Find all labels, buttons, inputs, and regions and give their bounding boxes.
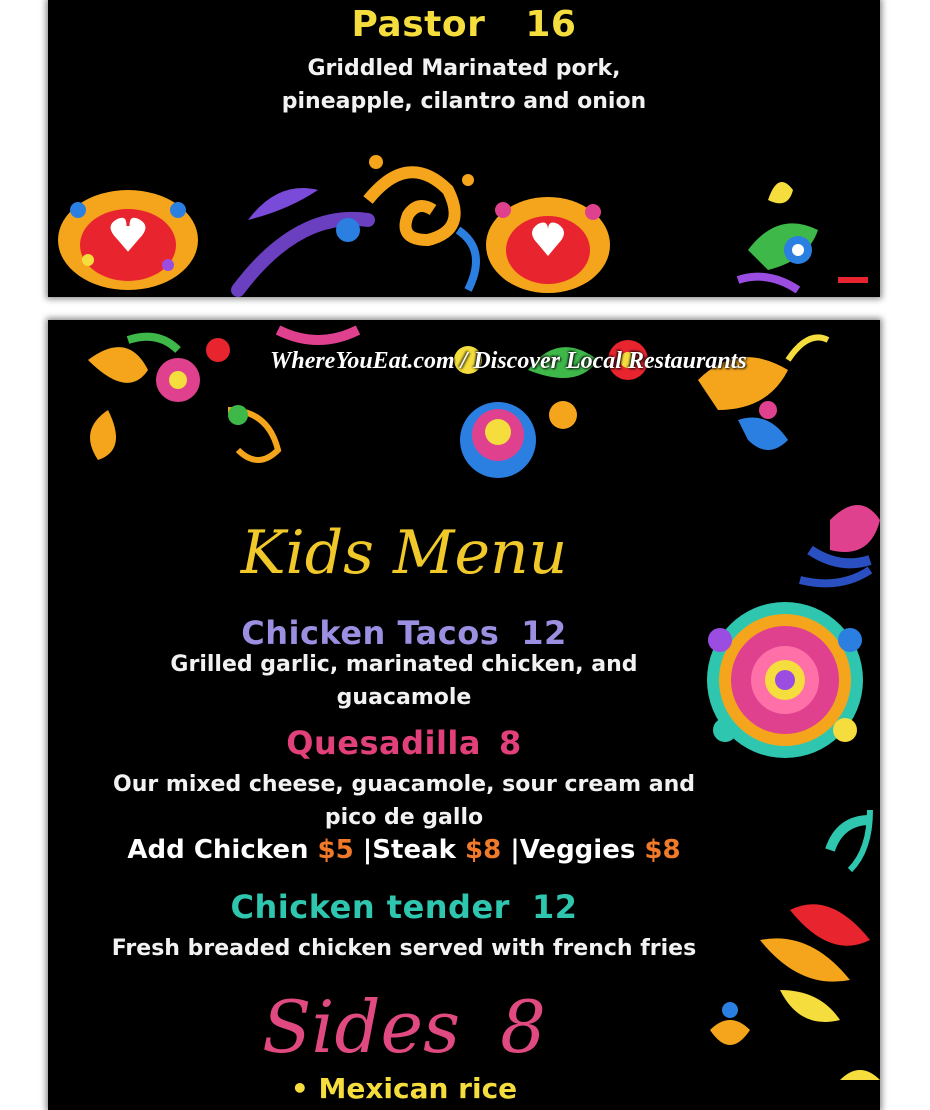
item-description xyxy=(48,52,880,118)
section-title-text: Sides xyxy=(262,985,461,1069)
item-description xyxy=(48,932,820,965)
addon-price-veggies: $8 xyxy=(644,835,681,865)
addon-prefix: Add Chicken xyxy=(127,835,309,865)
item-price: 12 xyxy=(521,614,567,652)
menu-item-chicken-tacos xyxy=(48,614,820,652)
addon-price-steak: $8 xyxy=(464,835,502,865)
addon-label-veggies: |Veggies xyxy=(510,835,636,865)
section-title-kids-menu: Kids Menu xyxy=(240,518,568,588)
description-line: pineapple, cilantro and onion xyxy=(281,89,647,114)
menu-panel-top xyxy=(48,0,880,297)
section-title-sides xyxy=(48,985,820,1069)
description-line: Our mixed cheese, guacamole, sour cream and xyxy=(113,772,695,797)
description-line: Griddled Marinated pork, xyxy=(307,56,621,81)
item-name: Pastor xyxy=(351,4,486,45)
folk-flower-icon xyxy=(88,337,230,460)
description-line: pico de gallo xyxy=(324,805,484,830)
item-name: Quesadilla xyxy=(286,724,481,762)
sides-item-partial: • Mexican rice xyxy=(290,1072,518,1105)
item-name: Chicken tender xyxy=(230,888,510,926)
description-line: Fresh breaded chicken served with french fries xyxy=(111,936,697,961)
item-description xyxy=(48,768,820,834)
menu-item-quesadilla xyxy=(48,724,820,762)
spiral-flower-icon xyxy=(336,155,474,242)
heart-flower-icon xyxy=(486,197,610,293)
heart-flower-icon xyxy=(58,190,198,290)
item-name: Chicken Tacos xyxy=(241,614,500,652)
item-price: 8 xyxy=(498,724,522,762)
sunflower-icon xyxy=(460,402,536,478)
hummingbird-icon xyxy=(738,182,818,290)
folk-flower-border-icon xyxy=(48,140,880,297)
addon-price-chicken: $5 xyxy=(317,835,354,865)
item-description xyxy=(48,648,820,714)
item-price: 16 xyxy=(525,4,577,45)
watermark-text: WhereYouEat.com / Discover Local Restaurants xyxy=(270,348,747,374)
menu-item-pastor xyxy=(48,4,880,45)
description-line: guacamole xyxy=(336,685,472,710)
item-price: 12 xyxy=(531,888,578,926)
description-line: Grilled garlic, marinated chicken, and xyxy=(170,652,638,677)
folk-flower-border-icon xyxy=(48,320,880,490)
menu-panel-bottom xyxy=(48,320,880,1110)
addon-label-steak: |Steak xyxy=(362,835,456,865)
addon-options xyxy=(48,835,820,865)
menu-item-chicken-tender xyxy=(48,888,820,926)
section-price: 8 xyxy=(500,985,546,1069)
